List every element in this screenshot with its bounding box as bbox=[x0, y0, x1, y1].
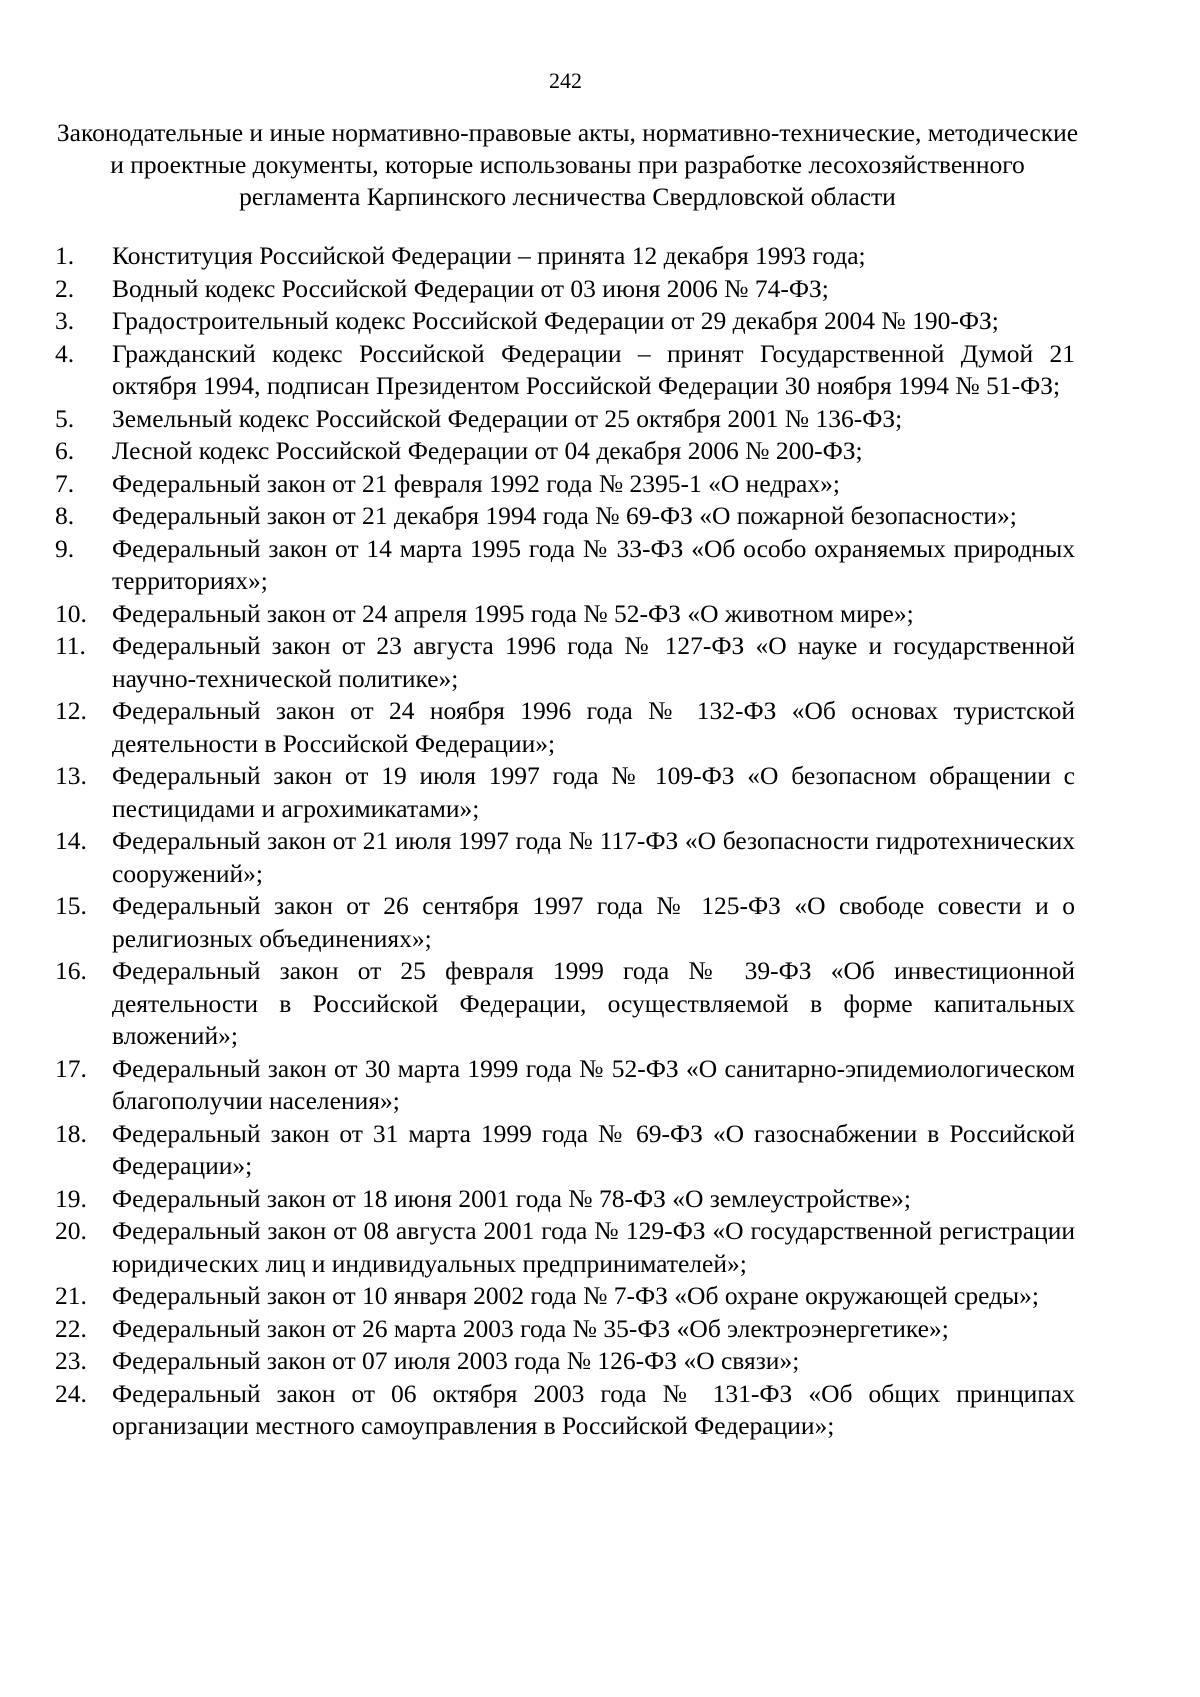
reference-item bbox=[55, 825, 1075, 890]
reference-text: Федеральный закон от 10 января 2002 года № 7-ФЗ «Об охране окружающей среды»; bbox=[112, 1281, 1040, 1310]
document-heading: Законодательные и иные нормативно-правовые акты, нормативно-технические, методические и проектные документы, которые использованы при разработке лесохозяйственного регламента Карпинского лесничества Свердловской области bbox=[56, 118, 1079, 211]
reference-item bbox=[55, 338, 1075, 403]
reference-number: 20. bbox=[55, 1216, 87, 1245]
reference-item bbox=[55, 403, 1075, 436]
reference-number: 17. bbox=[55, 1053, 87, 1083]
reference-number: 3. bbox=[55, 306, 75, 335]
reference-number: 19. bbox=[55, 1183, 87, 1213]
reference-number: 5. bbox=[55, 403, 75, 433]
reference-number: 23. bbox=[55, 1346, 87, 1375]
reference-item bbox=[55, 1313, 1075, 1346]
reference-number: 24. bbox=[55, 1378, 87, 1408]
reference-number: 8. bbox=[55, 501, 75, 530]
reference-number: 9. bbox=[55, 533, 75, 563]
reference-item bbox=[55, 1345, 1075, 1378]
reference-number: 15. bbox=[55, 891, 87, 920]
reference-item bbox=[55, 890, 1075, 955]
reference-number: 6. bbox=[55, 436, 75, 465]
reference-number: 21. bbox=[55, 1281, 87, 1310]
reference-text: Гражданский кодекс Российской Федерации – принят Государственной Думой 21 октября 1994, подписан Президентом Российской Федерации 30 ноября 1994 № 51-ФЗ; bbox=[112, 338, 1075, 400]
reference-item bbox=[55, 305, 1075, 338]
reference-item bbox=[55, 533, 1075, 598]
reference-text: Федеральный закон от 25 февраля 1999 года № 39-ФЗ «Об инвестиционной деятельности в Российской Федерации, осуществляемой в форме капитальных вложений»; bbox=[112, 956, 1075, 1050]
reference-text: Федеральный закон от 08 августа 2001 года № 129-ФЗ «О государственной регистрации юридических лиц и индивидуальных предпринимателей»; bbox=[112, 1216, 1075, 1278]
reference-text: Федеральный закон от 18 июня 2001 года № 78-ФЗ «О землеустройстве»; bbox=[112, 1183, 911, 1213]
reference-number: 4. bbox=[55, 338, 75, 368]
reference-item bbox=[55, 1183, 1075, 1216]
reference-item bbox=[55, 760, 1075, 825]
reference-number: 1. bbox=[55, 241, 75, 270]
reference-item bbox=[55, 435, 1075, 468]
page-number: 242 bbox=[549, 68, 582, 93]
reference-text: Земельный кодекс Российской Федерации от 25 октября 2001 № 136-ФЗ; bbox=[112, 403, 903, 433]
reference-text: Конституция Российской Федерации – принята 12 декабря 1993 года; bbox=[112, 241, 866, 270]
reference-item bbox=[55, 598, 1075, 631]
reference-item bbox=[55, 500, 1075, 533]
reference-item bbox=[55, 240, 1075, 273]
reference-text: Федеральный закон от 21 февраля 1992 года № 2395-1 «О недрах»; bbox=[112, 468, 840, 498]
reference-text: Федеральный закон от 24 ноября 1996 года № 132-ФЗ «Об основах туристской деятельности в Российской Федерации»; bbox=[112, 696, 1075, 758]
reference-item bbox=[55, 468, 1075, 501]
reference-text: Лесной кодекс Российской Федерации от 04 декабря 2006 № 200-ФЗ; bbox=[112, 436, 863, 465]
reference-text: Федеральный закон от 24 апреля 1995 года № 52-ФЗ «О животном мире»; bbox=[112, 598, 914, 628]
reference-text: Федеральный закон от 21 июля 1997 года № 117-ФЗ «О безопасности гидротехнических сооружений»; bbox=[112, 826, 1075, 888]
reference-text: Водный кодекс Российской Федерации от 03 июня 2006 № 74-ФЗ; bbox=[112, 273, 829, 303]
reference-item bbox=[55, 630, 1075, 695]
reference-text: Федеральный закон от 23 августа 1996 года № 127-ФЗ «О науке и государственной научно-технической политике»; bbox=[112, 631, 1075, 693]
reference-number: 14. bbox=[55, 826, 87, 855]
reference-item bbox=[55, 955, 1075, 1053]
reference-number: 18. bbox=[55, 1118, 87, 1148]
reference-text: Федеральный закон от 21 декабря 1994 года № 69-ФЗ «О пожарной безопасности»; bbox=[112, 501, 1017, 530]
reference-item bbox=[55, 1378, 1075, 1443]
reference-text: Градостроительный кодекс Российской Федерации от 29 декабря 2004 № 190-ФЗ; bbox=[112, 306, 999, 335]
reference-item bbox=[55, 1280, 1075, 1313]
reference-text: Федеральный закон от 07 июля 2003 года № 126-ФЗ «О связи»; bbox=[112, 1346, 800, 1375]
reference-number: 2. bbox=[55, 273, 75, 303]
reference-text: Федеральный закон от 14 марта 1995 года № 33-ФЗ «Об особо охраняемых природных территориях»; bbox=[112, 533, 1075, 595]
reference-text: Федеральный закон от 26 сентября 1997 года № 125-ФЗ «О свободе совести и о религиозных объединениях»; bbox=[112, 891, 1075, 953]
reference-item bbox=[55, 695, 1075, 760]
reference-text: Федеральный закон от 31 марта 1999 года № 69-ФЗ «О газоснабжении в Российской Федерации»; bbox=[112, 1118, 1075, 1180]
reference-text: Федеральный закон от 30 марта 1999 года № 52-ФЗ «О санитарно-эпидемиологическом благополучии населения»; bbox=[112, 1053, 1075, 1115]
reference-number: 7. bbox=[55, 468, 75, 498]
reference-number: 16. bbox=[55, 956, 87, 985]
reference-number: 13. bbox=[55, 761, 87, 790]
reference-number: 11. bbox=[55, 631, 86, 660]
reference-text: Федеральный закон от 06 октября 2003 года № 131-ФЗ «Об общих принципах организации местного самоуправления в Российской Федерации»; bbox=[112, 1378, 1075, 1440]
reference-item bbox=[55, 1118, 1075, 1183]
reference-number: 22. bbox=[55, 1313, 87, 1343]
reference-number: 10. bbox=[55, 598, 87, 628]
reference-number: 12. bbox=[55, 696, 87, 725]
reference-item bbox=[55, 1215, 1075, 1280]
reference-text: Федеральный закон от 26 марта 2003 года № 35-ФЗ «Об электроэнергетике»; bbox=[112, 1313, 949, 1343]
reference-list bbox=[55, 240, 1075, 1443]
reference-item bbox=[55, 273, 1075, 306]
reference-text: Федеральный закон от 19 июля 1997 года № 109-ФЗ «О безопасном обращении с пестицидами и агрохимикатами»; bbox=[112, 761, 1075, 823]
reference-item bbox=[55, 1053, 1075, 1118]
